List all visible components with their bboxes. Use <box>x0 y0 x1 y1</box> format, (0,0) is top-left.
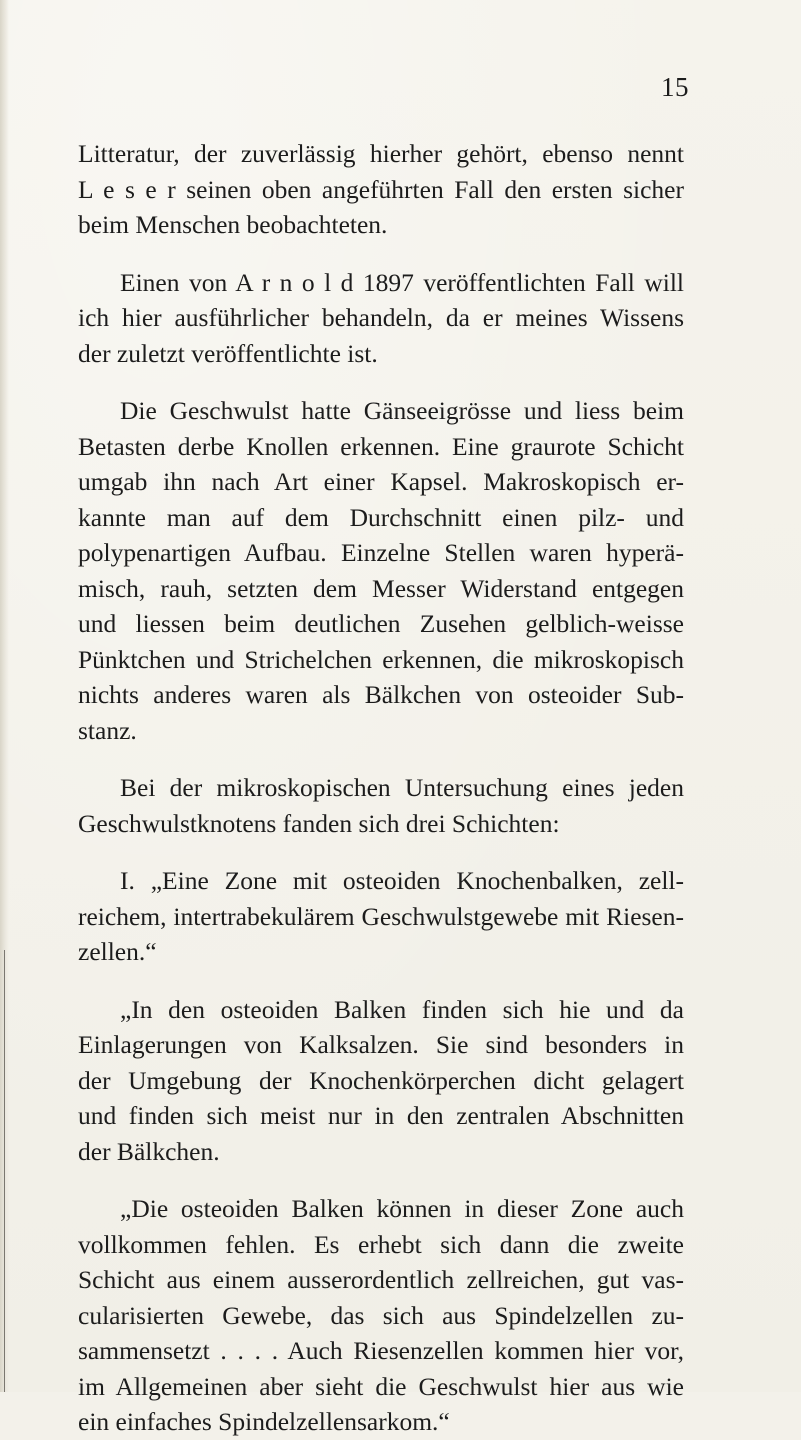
text-line: kannte man auf dem Durchschnitt einen pilz- und <box>78 502 684 532</box>
text-line: ich hier ausführlicher behandeln, da er meines Wissens <box>78 303 684 332</box>
page-number: 15 <box>661 72 689 102</box>
text-line: L e s e r seinen oben angeführten Fall den ersten sicher <box>78 174 684 204</box>
text-line: Einen von A r n o l d 1897 veröffentlichten Fall will <box>120 267 684 297</box>
text-line: Bei der mikroskopischen Untersuchung eines jeden <box>120 773 684 802</box>
text-line: Einlagerungen von Kalksalzen. Sie sind besonders in <box>78 1030 684 1059</box>
paragraph-gap <box>78 243 684 265</box>
text-line: im Allgemeinen aber sieht die Geschwulst hier aus wie <box>78 1371 684 1401</box>
text-line: polypenartigen Aufbau. Einzelne Stellen waren hyperä- <box>78 538 684 567</box>
paragraph-gap <box>78 841 684 863</box>
text-line: beim Menschen beobachteten. <box>78 210 388 239</box>
text-line: „Die osteoiden Balken können in dieser Zone auch <box>120 1194 684 1223</box>
text-line: cularisierten Gewebe, das sich aus Spindelzellen zu- <box>78 1300 684 1330</box>
text-line: „In den osteoiden Balken finden sich hie und da <box>120 994 684 1024</box>
text-line: stanz. <box>78 715 137 745</box>
paragraph-gap <box>78 371 684 393</box>
text-line: umgab ihn nach Art einer Kapsel. Makroskopisch er- <box>78 467 684 496</box>
paragraph-gap <box>78 748 684 770</box>
text-line: der Umgebung der Knochenkörperchen dicht gelagert <box>78 1065 684 1095</box>
text-line: sammensetzt . . . . Auch Riesenzellen kommen hier vor, <box>78 1336 684 1365</box>
text-line: Betasten derbe Knollen erkennen. Eine graurote Schicht <box>78 431 684 461</box>
text-line: Pünktchen und Strichelchen erkennen, die mikroskopisch <box>78 644 684 674</box>
text-line: Die Geschwulst hatte Gänseeigrösse und liess beim <box>120 396 684 425</box>
text-line: I. „Eine Zone mit osteoiden Knochenbalken, zell- <box>120 866 684 895</box>
paragraph-gap <box>78 970 684 992</box>
text-line: nichts anderes waren als Bälkchen von osteoider Sub- <box>78 680 684 709</box>
text-line: zellen.“ <box>78 937 157 966</box>
text-line: misch, rauh, setzten dem Messer Widerstand entgegen <box>78 573 684 603</box>
body-text <box>78 136 684 1440</box>
text-line: ein einfaches Spindelzellensarkom.“ <box>78 1407 450 1436</box>
text-line: der zuletzt veröffentlichte ist. <box>78 338 378 368</box>
page-margin-rule <box>4 950 5 1392</box>
text-line: der Bälkchen. <box>78 1136 220 1166</box>
text-line: und finden sich meist nur in den zentralen Abschnitten <box>78 1101 684 1130</box>
text-line: reichem, intertrabekulärem Geschwulstgewebe mit Riesen- <box>78 901 684 931</box>
text-line: vollkommen fehlen. Es erhebt sich dann die zweite <box>78 1229 684 1259</box>
paragraph-gap <box>78 1169 684 1191</box>
text-line: Schicht aus einem ausserordentlich zellreichen, gut vas- <box>78 1265 684 1294</box>
text-line: Litteratur, der zuverlässig hierher gehört, ebenso nennt <box>78 139 684 168</box>
text-line: und liessen beim deutlichen Zusehen gelblich-weisse <box>78 609 684 638</box>
text-line: Geschwulstknotens fanden sich drei Schichten: <box>78 808 560 838</box>
